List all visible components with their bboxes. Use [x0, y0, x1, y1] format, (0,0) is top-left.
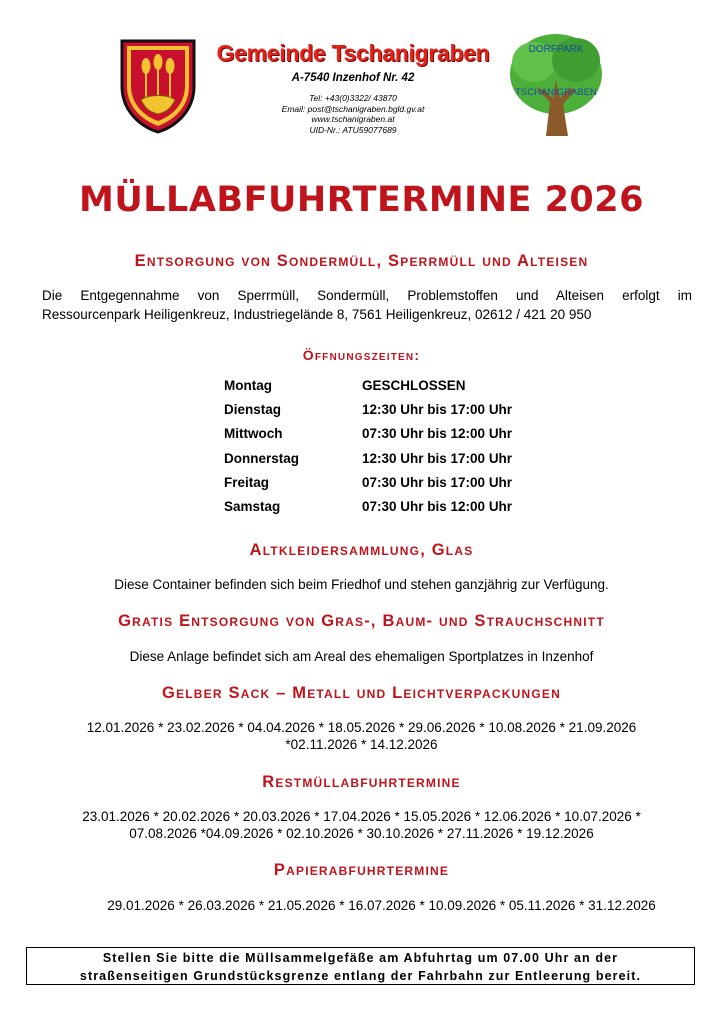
hours-time: 12:30 Uhr bis 17:00 Uhr: [362, 450, 513, 466]
gratis-text: Diese Anlage befindet sich am Areal des ehemaligen Sportplatzes in Inzenhof: [129, 649, 594, 664]
hours-time: 07:30 Uhr bis 12:00 Uhr: [362, 426, 513, 442]
hours-row: [224, 426, 544, 450]
heading-altkleider: Altkleidersammlung, Glas: [249, 541, 474, 559]
heading-gelber-sack: Gelber Sack – Metall und Leichtverpackungen: [162, 684, 561, 702]
sondermuell-text-line2: Ressourcenpark Heiligenkreuz, Industriegelände 8, 7561 Heiligenkreuz, 02612 / 421 20 950: [42, 306, 592, 322]
hours-time: GESCHLOSSEN: [362, 378, 466, 393]
hours-day: Samstag: [224, 498, 281, 514]
gelber-sack-dates: [0, 719, 723, 753]
heading-papier: Papierabfuhrtermine: [273, 861, 450, 879]
hours-row: [224, 451, 544, 475]
tree-logo-text-bottom: TSCHANIGRABEN: [515, 87, 597, 98]
hours-time: 07:30 Uhr bis 12:00 Uhr: [362, 498, 513, 514]
altkleider-text: Diese Container befinden sich beim Friedhof und stehen ganzjährig zur Verfügung.: [114, 577, 609, 592]
notice-line2: straßenseitigen Grundstücksgrenze entlang der Fahrbahn zur Entleerung bereit.: [79, 969, 642, 983]
page-title: MÜLLABFUHRTERMINE 2026: [78, 180, 644, 220]
opening-hours-table: [224, 378, 544, 523]
org-address: A-7540 Inzenhof Nr. 42: [291, 72, 415, 84]
heading-gratis: Gratis Entsorgung von Gras-, Baum- und Strauchschnitt: [118, 612, 605, 630]
hours-row: [224, 499, 544, 523]
heading-restmuell: Restmüllabfuhrtermine: [262, 773, 461, 791]
hours-time: 07:30 Uhr bis 17:00 Uhr: [362, 474, 513, 490]
papier-dates: 29.01.2026 * 26.03.2026 * 21.05.2026 * 16.07.2026 * 10.09.2026 * 05.11.2026 * 31.12.2026: [107, 898, 656, 913]
tree-logo-icon: [506, 32, 606, 136]
hours-day: Mittwoch: [224, 426, 283, 442]
notice-line1: Stellen Sie bitte die Müllsammelgefäße am Abfuhrtag um 07.00 Uhr an der: [102, 951, 619, 965]
hours-day: Freitag: [224, 474, 270, 490]
restmuell-dates-line1: 23.01.2026 * 20.02.2026 * 20.03.2026 * 17.04.2026 * 15.05.2026 * 12.06.2026 * 10.07.2026 *: [82, 809, 641, 824]
contact-website: www.tschanigraben.at: [311, 114, 395, 124]
hours-day: Dienstag: [224, 402, 282, 418]
sondermuell-text-line1: Die Entgegennahme von Sperrmüll, Sondermüll, Problemstoffen und Alteisen erfolgt im: [42, 288, 692, 303]
sondermuell-text: [42, 287, 692, 324]
hours-row: [224, 402, 544, 426]
contact-email: Email: post@tschanigraben.bgld.gv.at: [281, 103, 425, 114]
heading-opening-hours: Öffnungszeiten:: [302, 347, 421, 363]
org-name: Gemeinde Tschanigraben: [216, 40, 490, 66]
gelber-sack-dates-line2: *02.11.2026 * 14.12.2026: [285, 737, 438, 752]
hours-row: [224, 475, 544, 499]
tree-logo-text-top: DORFPARK: [528, 44, 584, 55]
hours-time: 12:30 Uhr bis 17:00 Uhr: [362, 402, 513, 418]
gelber-sack-dates-line1: 12.01.2026 * 23.02.2026 * 04.04.2026 * 18.05.2026 * 29.06.2026 * 10.08.2026 * 21.09.2026: [86, 720, 637, 735]
org-contact: [208, 93, 498, 135]
notice-box: [26, 947, 695, 985]
restmuell-dates-line2: 07.08.2026 *04.09.2026 * 02.10.2026 * 30.10.2026 * 27.11.2026 * 19.12.2026: [129, 826, 594, 841]
restmuell-dates: [0, 808, 723, 842]
hours-day: Montag: [224, 378, 272, 393]
contact-uid: UID-Nr.: ATU59077689: [309, 124, 397, 135]
coat-of-arms-icon: [119, 38, 197, 134]
heading-sondermuell: Entsorgung von Sondermüll, Sperrmüll und Alteisen: [134, 252, 589, 270]
hours-row: [224, 378, 544, 402]
letterhead: [0, 0, 723, 150]
hours-day: Donnerstag: [224, 450, 300, 466]
contact-phone: Tel: +43(0)3322/ 43870: [309, 93, 397, 103]
